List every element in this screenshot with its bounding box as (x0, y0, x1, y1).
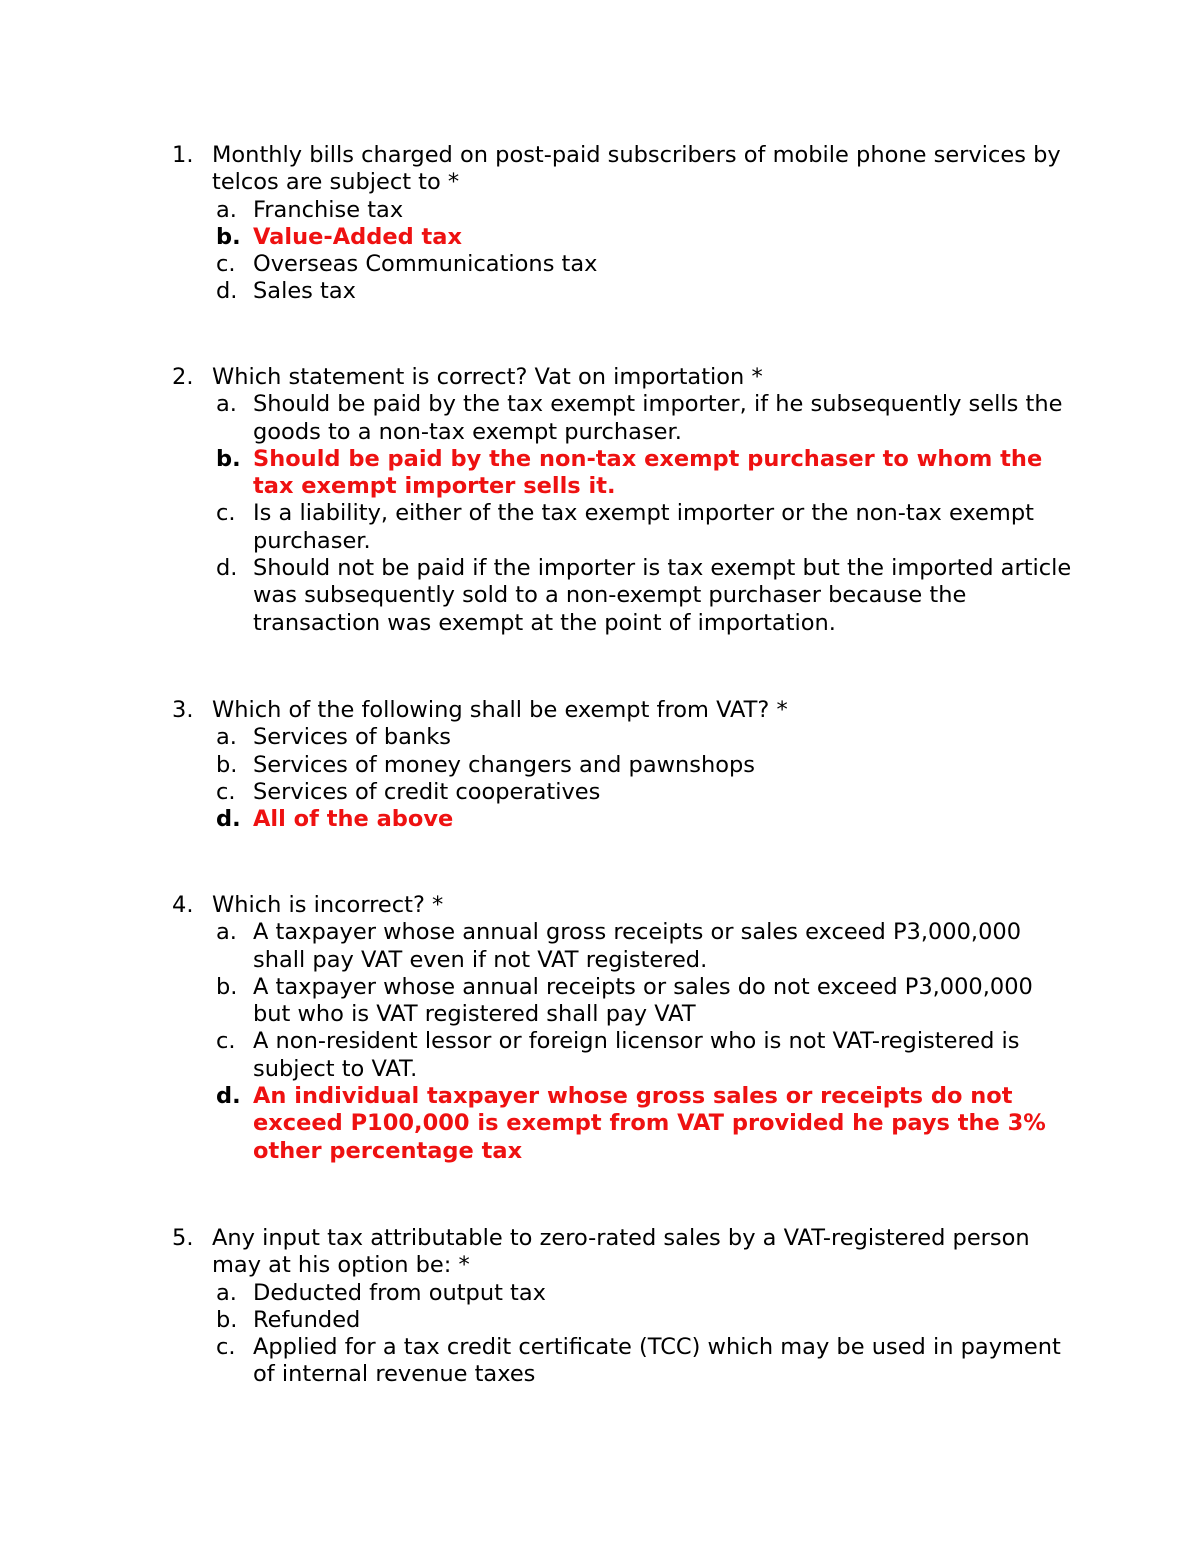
option-text: All of the above (253, 806, 454, 833)
option-letter: a. (216, 919, 237, 946)
option-letter: a. (216, 391, 237, 418)
option-letter: c. (216, 778, 236, 805)
option-text: Applied for a tax credit certificate (TCC) which may be used in payment of internal revenue taxes (253, 1334, 1061, 1388)
option-letter: b. (216, 445, 241, 472)
option-text: Should not be paid if the importer is tax exempt but the imported article was subsequently sold to a non-exempt purchaser because the transaction was exempt at the point of importation. (253, 555, 1072, 636)
question-2 (172, 364, 1072, 637)
question-4-stem (172, 892, 1072, 919)
question-text: Which statement is correct? Vat on importation * (212, 364, 763, 390)
question-number: 1. (172, 142, 194, 168)
option-letter: b. (216, 973, 238, 1000)
option-letter: d. (216, 555, 238, 582)
option-4d-correct-answer (172, 1083, 1072, 1165)
question-5 (172, 1225, 1072, 1389)
option-2d (172, 555, 1072, 637)
option-5c (172, 1334, 1072, 1389)
option-text: A taxpayer whose annual receipts or sales do not exceed P3,000,000 but who is VAT registered shall pay VAT (253, 973, 1033, 1028)
option-letter: a. (216, 196, 237, 223)
option-text: A taxpayer whose annual gross receipts or sales exceed P3,000,000 shall pay VAT even if not VAT registered. (253, 919, 1022, 973)
question-3-stem (172, 697, 1072, 724)
question-5-stem (172, 1225, 1072, 1280)
option-text: Refunded (253, 1306, 361, 1333)
option-text: Should be paid by the non-tax exempt purchaser to whom the tax exempt importer sells it. (253, 445, 1043, 500)
option-1d (172, 278, 1072, 305)
option-1b-correct-answer (172, 224, 1072, 251)
option-letter: c. (216, 1334, 236, 1361)
option-text: Deducted from output tax (253, 1279, 546, 1306)
option-letter: c. (216, 500, 236, 527)
option-2a (172, 391, 1072, 446)
option-2c (172, 500, 1072, 555)
question-number: 2. (172, 364, 194, 390)
option-4b (172, 974, 1072, 1029)
option-text: Services of banks (253, 724, 451, 751)
option-letter: a. (216, 724, 237, 751)
question-text: Monthly bills charged on post-paid subscribers of mobile phone services by telcos are subject to * (212, 142, 1061, 196)
option-letter: d. (216, 806, 241, 833)
question-3 (172, 697, 1072, 833)
option-letter: b. (216, 223, 241, 250)
question-1-stem (172, 142, 1072, 197)
option-text: Services of credit cooperatives (253, 778, 601, 805)
question-number: 5. (172, 1225, 194, 1251)
option-letter: b. (216, 751, 238, 778)
option-1c (172, 251, 1072, 278)
option-text: Is a liability, either of the tax exempt importer or the non-tax exempt purchaser. (253, 500, 1034, 554)
question-number: 4. (172, 892, 194, 918)
option-letter: d. (216, 278, 238, 305)
option-3c (172, 779, 1072, 806)
option-text: Value-Added tax (253, 223, 462, 250)
option-4c (172, 1028, 1072, 1083)
option-text: Services of money changers and pawnshops (253, 751, 756, 778)
option-letter: b. (216, 1306, 238, 1333)
option-text: Franchise tax (253, 196, 404, 223)
option-letter: d. (216, 1083, 241, 1110)
option-letter: a. (216, 1279, 237, 1306)
question-text: Any input tax attributable to zero-rated sales by a VAT-registered person may at his option be: * (212, 1225, 1030, 1279)
option-5a (172, 1280, 1072, 1307)
option-3b (172, 752, 1072, 779)
question-1 (172, 142, 1072, 306)
option-text: An individual taxpayer whose gross sales or receipts do not exceed P100,000 is exempt from VAT provided he pays the 3% other percentage tax (253, 1083, 1046, 1164)
option-letter: c. (216, 1028, 236, 1055)
question-text: Which is incorrect? * (212, 892, 444, 918)
option-letter: c. (216, 251, 236, 278)
question-2-stem (172, 364, 1072, 391)
question-number: 3. (172, 697, 194, 723)
option-text: Sales tax (253, 278, 356, 305)
question-text: Which of the following shall be exempt from VAT? * (212, 697, 788, 723)
option-5b (172, 1307, 1072, 1334)
option-text: Should be paid by the tax exempt importer, if he subsequently sells the goods to a non-tax exempt purchaser. (253, 391, 1063, 445)
option-text: Overseas Communications tax (253, 251, 598, 278)
option-4a (172, 919, 1072, 974)
question-4 (172, 892, 1072, 1165)
option-3a (172, 724, 1072, 751)
option-text: A non-resident lessor or foreign licensor who is not VAT-registered is subject to VAT. (253, 1028, 1020, 1082)
option-1a (172, 197, 1072, 224)
option-3d-correct-answer (172, 806, 1072, 833)
option-2b-correct-answer (172, 446, 1072, 501)
